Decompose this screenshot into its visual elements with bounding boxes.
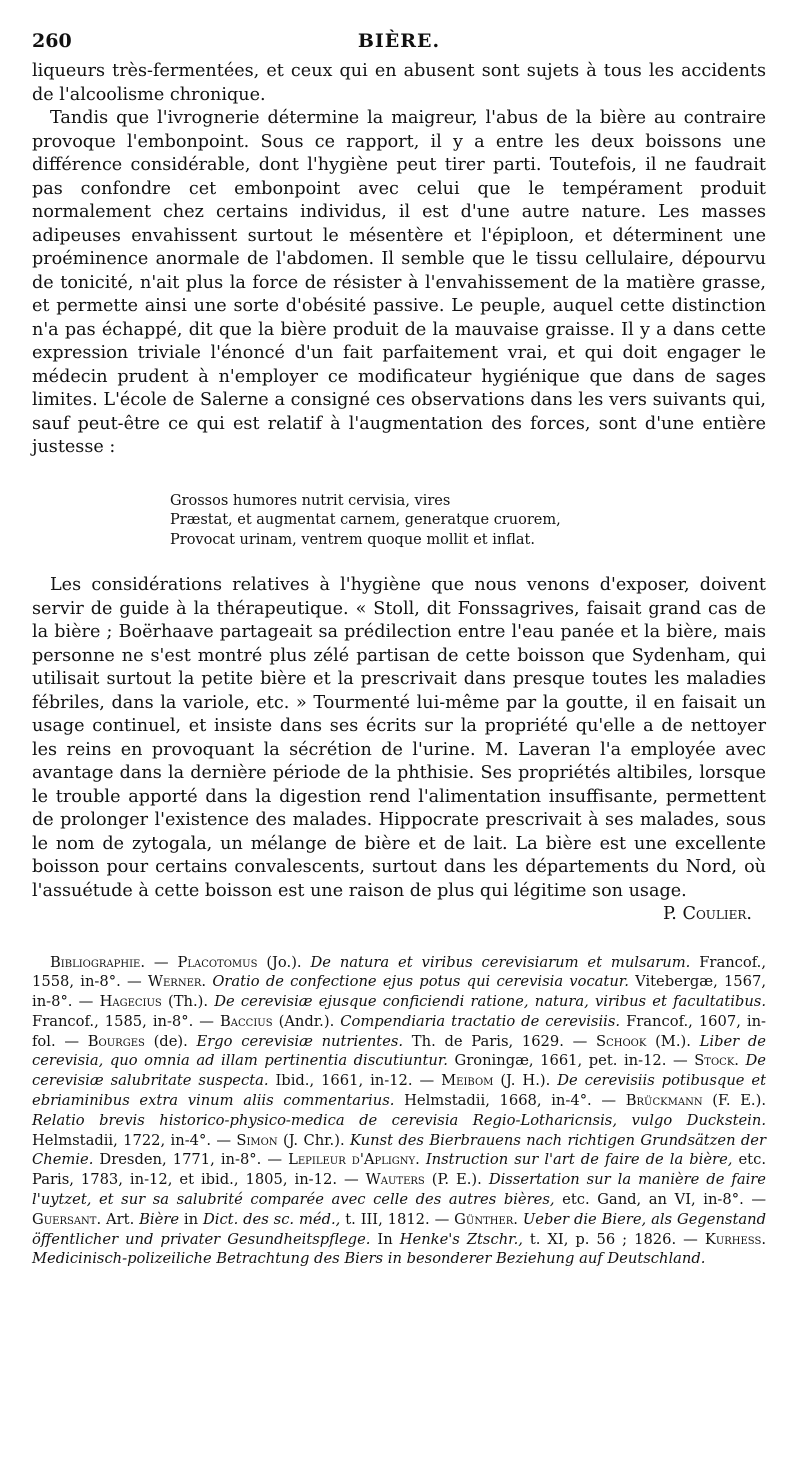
- bibliography-author: Stock.: [694, 1052, 739, 1070]
- bibliography-text: Th. de Paris, 1629. —: [403, 1032, 597, 1050]
- bibliography-text: Francof., 1558, in-8°. —: [32, 953, 766, 991]
- bibliography-author: Bibliographie.: [50, 953, 145, 971]
- bibliography-title: Compendiaria tractatio de cerevisiis.: [340, 1012, 621, 1030]
- bibliography-title: De cerevisiæ salubritate suspecta.: [32, 1052, 766, 1090]
- bibliography-text: Art.: [101, 1210, 140, 1228]
- bibliography-author: Placotomus: [177, 953, 258, 971]
- bibliography-text: (J. Chr.).: [277, 1131, 350, 1149]
- bibliography-text: t. III, 1812. —: [340, 1210, 455, 1228]
- author-signature: P. Coulier.: [663, 904, 752, 924]
- bibliography-title: Oratio de confectione ejus potus qui cerevisia vocatur.: [212, 973, 629, 991]
- verse-line: Provocat urinam, ventrem quoque mollit et inflat.: [170, 531, 535, 548]
- bibliography: [32, 953, 766, 1270]
- bibliography-title: Kunst des Bierbrauens nach richtigen Grundsätzen der Chemie.: [32, 1131, 766, 1169]
- bibliography-author: Baccius: [220, 1012, 273, 1030]
- paragraph-continuation: liqueurs très-fermentées, et ceux qui en abusent sont sujets à tous les accidents de l'alcoolisme chronique.: [32, 61, 766, 105]
- bibliography-text: Vitebergæ, 1567, in-8°. —: [32, 973, 767, 1011]
- bibliography-title: Ergo cerevisiæ nutrientes.: [196, 1032, 404, 1050]
- bibliography-text: etc. Paris, 1783, in-12, et ibid., 1805, in-12. —: [32, 1151, 766, 1189]
- bibliography-text: Francof., 1585, in-8°. —: [32, 1012, 221, 1030]
- bibliography-title: Dissertation sur la manière de faire l'uytzet, et sur sa salubrité comparée avec celle des autres bières,: [32, 1171, 766, 1209]
- bibliography-text: in: [179, 1210, 203, 1228]
- bibliography-title: De cerevisiis potibusque et ebriaminibus extra vinum aliis commentarius.: [32, 1072, 767, 1110]
- bibliography-text: (P. E.).: [424, 1171, 489, 1189]
- page: [32, 30, 766, 1269]
- bibliography-text: (Andr.).: [272, 1012, 341, 1030]
- bibliography-text: Groningæ, 1661, pet. in-12. —: [447, 1052, 695, 1070]
- bibliography-text: Helmstadii, 1722, in-4°. —: [32, 1131, 237, 1149]
- bibliography-author: Brückmann: [625, 1092, 703, 1110]
- bibliography-title: Henke's Ztschr.,: [399, 1230, 523, 1248]
- bibliography-title: De natura et viribus cerevisiarum et mulsarum.: [310, 953, 691, 971]
- bibliography-text: Francof., 1607, in-fol. —: [32, 1012, 767, 1050]
- bibliography-author: Schook: [596, 1032, 647, 1050]
- bibliography-author: Hagecius: [99, 993, 162, 1011]
- bibliography-text: (de).: [144, 1032, 197, 1050]
- page-header: [32, 30, 766, 54]
- bibliography-text: In: [370, 1230, 400, 1248]
- bibliography-title: Dict. des sc. méd.,: [202, 1210, 341, 1228]
- bibliography-text: Helmstadii, 1668, in-4°. —: [394, 1092, 626, 1110]
- bibliography-title: Relatio brevis historico-physico-medica de cerevisia Regio-Lotharicnsis, vulgo Duckstein.: [32, 1111, 766, 1129]
- page-number: 260: [32, 30, 72, 52]
- bibliography-text: (J. H.).: [493, 1072, 558, 1090]
- bibliography-title: Instruction sur l'art de faire de la bière,: [425, 1151, 733, 1169]
- running-title: BIÈRE.: [357, 30, 441, 52]
- bibliography-title: De cerevisiæ ejusque conficiendi ratione, natura, viribus et facultatibus.: [214, 993, 766, 1011]
- bibliography-title: Medicinisch-polizeiliche Betrachtung des Biers in besonderer Beziehung auf Deutschland.: [32, 1250, 706, 1268]
- bibliography-text: (Jo.).: [257, 953, 311, 971]
- verse-line: Præstat, et augmentat carnem, generatque cruorem,: [170, 512, 561, 528]
- bibliography-title: Ueber die Biere, als Gegenstand öffentlicher und privater Gesundheitspflege.: [32, 1210, 766, 1248]
- bibliography-author: Bourges: [87, 1032, 145, 1050]
- bibliography-author: Guersant.: [32, 1210, 102, 1228]
- salerno-verse: [170, 492, 766, 551]
- bibliography-author: Meibom: [441, 1072, 494, 1090]
- bibliography-author: Lepileur d'Apligny.: [288, 1151, 420, 1169]
- bibliography-text: Ibid., 1661, in-12. —: [268, 1072, 442, 1090]
- bibliography-author: Simon: [236, 1131, 278, 1149]
- bibliography-text: —: [145, 953, 178, 971]
- bibliography-title: Bière: [139, 1210, 180, 1228]
- bibliography-text: etc. Gand, an VI, in-8°. —: [554, 1191, 767, 1209]
- bibliography-author: Werner.: [147, 973, 207, 991]
- verse-line: Grossos humores nutrit cervisia, vires: [170, 492, 451, 509]
- bibliography-author: Kurhess.: [704, 1230, 766, 1248]
- bibliography-text: (Th.).: [161, 993, 215, 1011]
- bibliography-title: Liber de cerevisia, quo omnia ad illam pertinentia discutiuntur.: [32, 1032, 766, 1070]
- bibliography-text: (M.).: [646, 1032, 700, 1050]
- bibliography-text: Dresden, 1771, in-8°. —: [93, 1151, 289, 1169]
- paragraph-therapeutique: Les considérations relatives à l'hygiène que nous venons d'exposer, doivent servir de guide à la thérapeutique. « Stoll, dit Fonssagrives, faisait grand cas de la bière ; Boërhaave partageait sa prédilection entre l'eau panée et la bière, mais personne ne s'est montré plus zélé partisan de cette boisson que Sydenham, qui utilisait surtout la petite bière et la prescrivait dans presque toutes les maladies fébriles, dans la variole, etc. » Tourmenté lui-même par la goutte, il en faisait un usage continuel, et insiste dans ses écrits sur la propriété qu'elle a de nettoyer les reins en provoquant la sécrétion de l'urine. M. Laveran l'a employée avec avantage dans la dernière période de la phthisie. Ses propriétés altibiles, lorsque le trouble apporté dans la digestion rend l'alimentation insuffisante, permettent de prolonger l'existence des malades. Hippocrate prescrivait à ses malades, sous le nom de zytogala, un mélange de bière et de lait. La bière est une excellente boisson pour certains convalescents, surtout dans les départements du Nord, où l'assuétude à cette boisson est une raison de plus qui légitime son usage.: [32, 575, 766, 901]
- paragraph-embonpoint: Tandis que l'ivrognerie détermine la maigreur, l'abus de la bière au contraire provoque l'embonpoint. Sous ce rapport, il y a entre les deux boissons une différence considérable, dont l'hygiène peut tirer parti. Toutefois, il ne faudrait pas confondre cet embonpoint avec celui que le tempérament produit normalement chez certains individus, il est d'une autre nature. Les masses adipeuses envahissent surtout le mésentère et l'épiploon, et déterminent une proéminence anormale de l'abdomen. Il semble que le tissu cellulaire, dépourvu de tonicité, n'ait plus la force de résister à l'envahissement de la matière grasse, et permette ainsi une sorte d'obésité passive. Le peuple, auquel cette distinction n'a pas échappé, dit que la bière produit de la mauvaise graisse. Il y a dans cette expression triviale l'énoncé d'un fait parfaitement vrai, et qui doit engager le médecin prudent à n'employer ce modificateur hygiénique que dans de sages limites. L'école de Salerne a consigné ces observations dans les vers suivants qui, sauf peut-être ce qui est relatif à l'augmentation des forces, sont d'une entière justesse :: [32, 108, 766, 457]
- bibliography-author: Wauters: [365, 1171, 425, 1189]
- bibliography-text: t. XI, p. 56 ; 1826. —: [522, 1230, 705, 1248]
- bibliography-text: (F. E.).: [702, 1092, 766, 1110]
- bibliography-author: Günther.: [454, 1210, 518, 1228]
